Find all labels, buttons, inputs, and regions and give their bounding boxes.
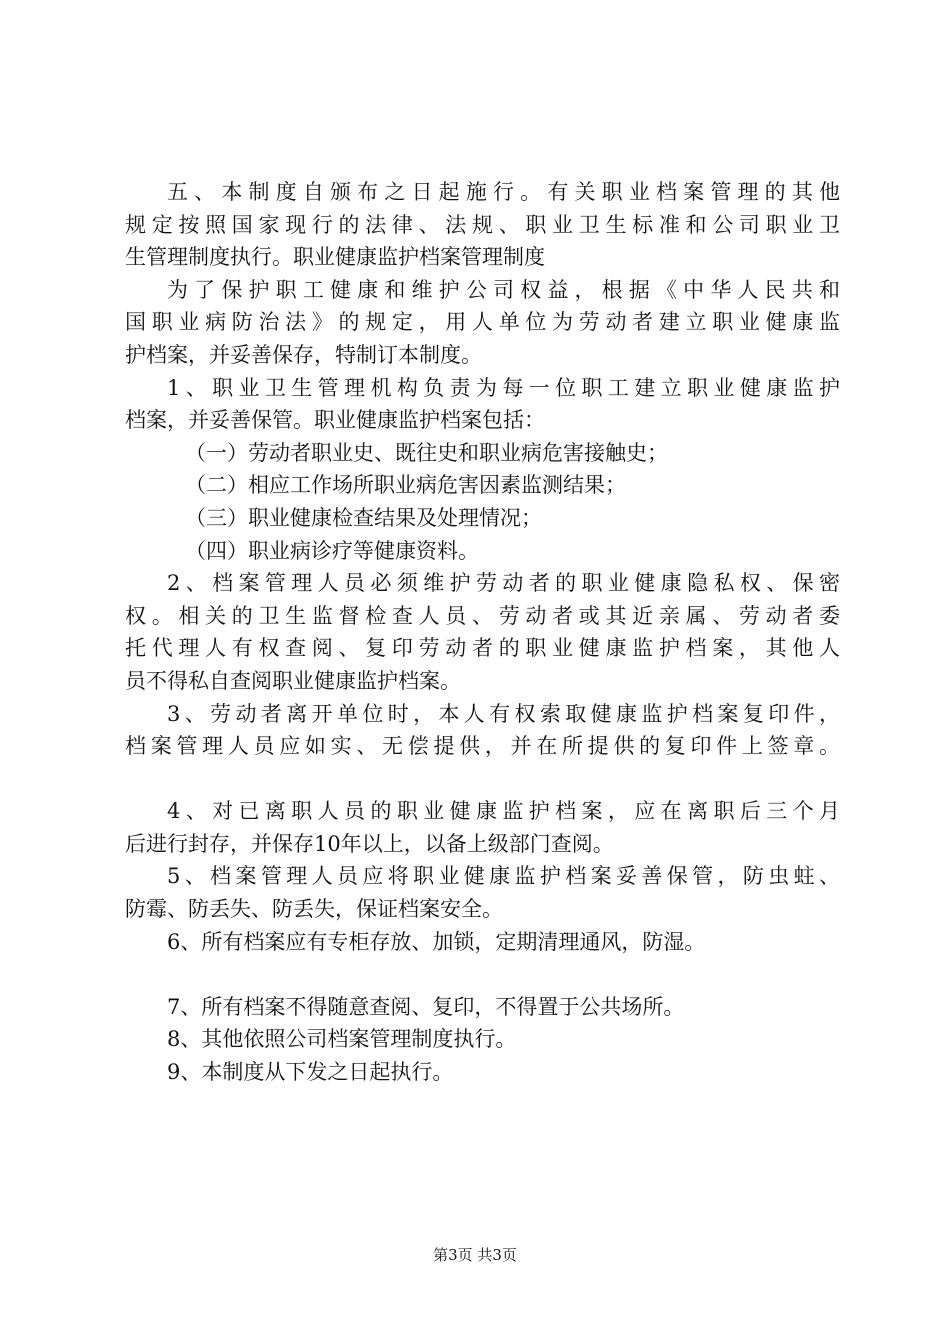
paragraph-line: 1、职业卫生管理机构负责为每一位职工建立职业健康监护 [167, 375, 840, 400]
list-item: （一）劳动者职业史、既往史和职业病危害接触史； [185, 440, 668, 465]
paragraph-line: 5、档案管理人员应将职业健康监护档案妥善保管，防虫蛀、 [167, 864, 840, 889]
paragraph-line: 托代理人有权查阅、复印劳动者的职业健康监护档案，其他人 [125, 636, 840, 661]
paragraph-line: 7、所有档案不得随意查阅、复印，不得置于公共场所。 [167, 994, 685, 1019]
list-item: （三）职业健康检查结果及处理情况； [185, 505, 542, 530]
paragraph-line: 2、档案管理人员必须维护劳动者的职业健康隐私权、保密 [167, 571, 840, 596]
paragraph-line: 为了保护职工健康和维护公司权益，根据《中华人民共和 [167, 277, 840, 302]
paragraph-line: 规定按照国家现行的法律、法规、职业卫生标准和公司职业卫 [125, 212, 840, 237]
paragraph-line: 6、所有档案应有专柜存放、加锁，定期清理通风，防湿。 [167, 929, 706, 954]
paragraph-line: 档案管理人员应如实、无偿提供，并在所提供的复印件上签章。 [125, 734, 840, 759]
paragraph-line: 护档案，并妥善保存，特制订本制度。 [125, 342, 482, 367]
paragraph-line: 权。相关的卫生监督检查人员、劳动者或其近亲属、劳动者委 [125, 603, 840, 628]
paragraph-line: 3、劳动者离开单位时，本人有权索取健康监护档案复印件， [167, 701, 840, 726]
paragraph-line: 防霉、防丢失、防丢失，保证档案安全。 [125, 897, 503, 922]
paragraph-line: 国职业病防治法》的规定，用人单位为劳动者建立职业健康监 [125, 310, 840, 335]
paragraph-line: 档案，并妥善保管。职业健康监护档案包括： [125, 408, 545, 433]
paragraph-line: 9、本制度从下发之日起执行。 [167, 1060, 454, 1085]
page-footer: 第3页 共3页 [433, 1246, 517, 1264]
paragraph-line: 五、本制度自颁布之日起施行。有关职业档案管理的其他 [167, 180, 840, 204]
list-item: （四）职业病诊疗等健康资料。 [185, 538, 479, 563]
paragraph-line: 生管理制度执行。职业健康监护档案管理制度 [125, 245, 545, 270]
paragraph-line: 8、其他依照公司档案管理制度执行。 [167, 1027, 517, 1052]
blank-line [125, 763, 840, 796]
paragraph-line: 4、对已离职人员的职业健康监护档案，应在离职后三个月 [167, 799, 840, 824]
blank-line [125, 958, 840, 991]
document-body [125, 176, 840, 1089]
paragraph-line: 员不得私自查阅职业健康监护档案。 [125, 668, 461, 693]
list-item: （二）相应工作场所职业病危害因素监测结果； [185, 473, 626, 498]
paragraph-line: 后进行封存，并保存10年以上，以备上级部门查阅。 [125, 831, 614, 856]
